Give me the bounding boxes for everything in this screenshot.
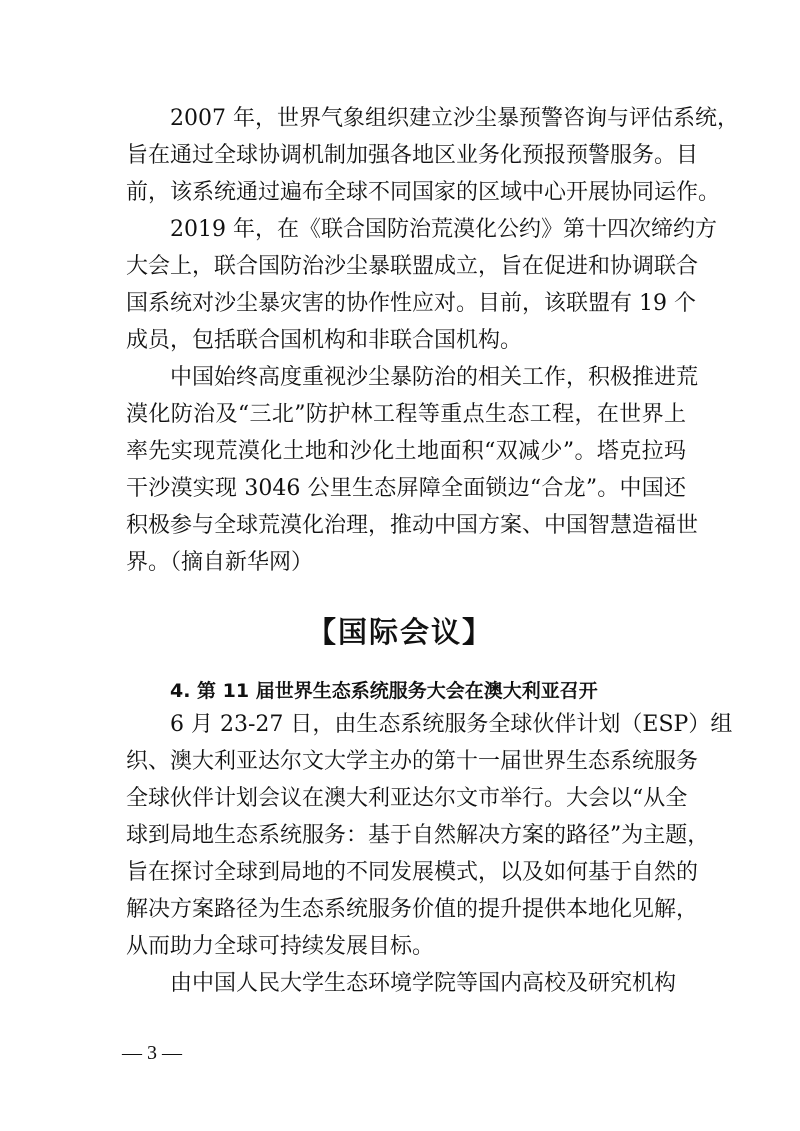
body-text-top — [126, 100, 739, 581]
text-line: 积极参与全球荒漠化治理，推动中国方案、中国智慧造福世 — [126, 513, 699, 538]
text-line: 旨在探讨全球到局地的不同发展模式，以及如何基于自然的 — [126, 860, 699, 885]
text-line: 界。（摘自新华网） — [126, 550, 314, 575]
text-line: 漠化防治及“三北”防护林工程等重点生态工程，在世界上 — [126, 402, 686, 427]
text-line: 成员，包括联合国机构和非联合国机构。 — [126, 328, 523, 353]
text-line: 从而助力全球可持续发展目标。 — [126, 934, 435, 959]
text-line: 大会上，联合国防治沙尘暴联盟成立，旨在促进和协调联合 — [126, 254, 699, 279]
text-line: 旨在通过全球协调机制加强各地区业务化预报预警服务。目 — [126, 143, 699, 168]
text-line: 球到局地生态系统服务：基于自然解决方案的路径”为主题， — [126, 823, 710, 848]
section-heading: 【国际会议】 — [306, 615, 493, 649]
paragraph-china-efforts — [126, 359, 699, 581]
text-line: 织、澳大利亚达尔文大学主办的第十一届世界生态系统服务 — [126, 749, 699, 774]
text-line: 6 月 23-27 日，由生态系统服务全球伙伴计划（ESP）组 — [170, 712, 733, 737]
paragraph-wmo-system — [126, 100, 739, 211]
text-line: 2019 年，在《联合国防治荒漠化公约》第十四次缔约方 — [170, 217, 717, 242]
text-line: 中国始终高度重视沙尘暴防治的相关工作，积极推进荒 — [170, 365, 699, 390]
text-line: 国系统对沙尘暴灾害的协作性应对。目前，该联盟有 19 个 — [126, 291, 696, 316]
body-text-bottom — [126, 706, 733, 1002]
text-line: 前，该系统通过遍布全球不同国家的区域中心开展协同运作。 — [126, 180, 721, 205]
paragraph-chinese-universities — [126, 965, 686, 1002]
text-line: 全球伙伴计划会议在澳大利亚达尔文市举行。大会以“从全 — [126, 786, 688, 811]
paragraph-conference — [126, 706, 733, 965]
page-number: — 3 — — [122, 1042, 182, 1064]
text-line: 由中国人民大学生态环境学院等国内高校及研究机构 — [170, 971, 677, 996]
article-title: 4. 第 11 届世界生态系统服务大会在澳大利亚召开 — [170, 680, 598, 702]
text-line: 干沙漠实现 3046 公里生态屏障全面锁边“合龙”。中国还 — [126, 476, 686, 501]
paragraph-un-coalition — [126, 211, 717, 359]
text-line: 解决方案路径为生态系统服务价值的提升提供本地化见解， — [126, 897, 699, 922]
text-line: 2007 年，世界气象组织建立沙尘暴预警咨询与评估系统， — [170, 106, 739, 131]
text-line: 率先实现荒漠化土地和沙化土地面积“双减少”。塔克拉玛 — [126, 439, 686, 464]
